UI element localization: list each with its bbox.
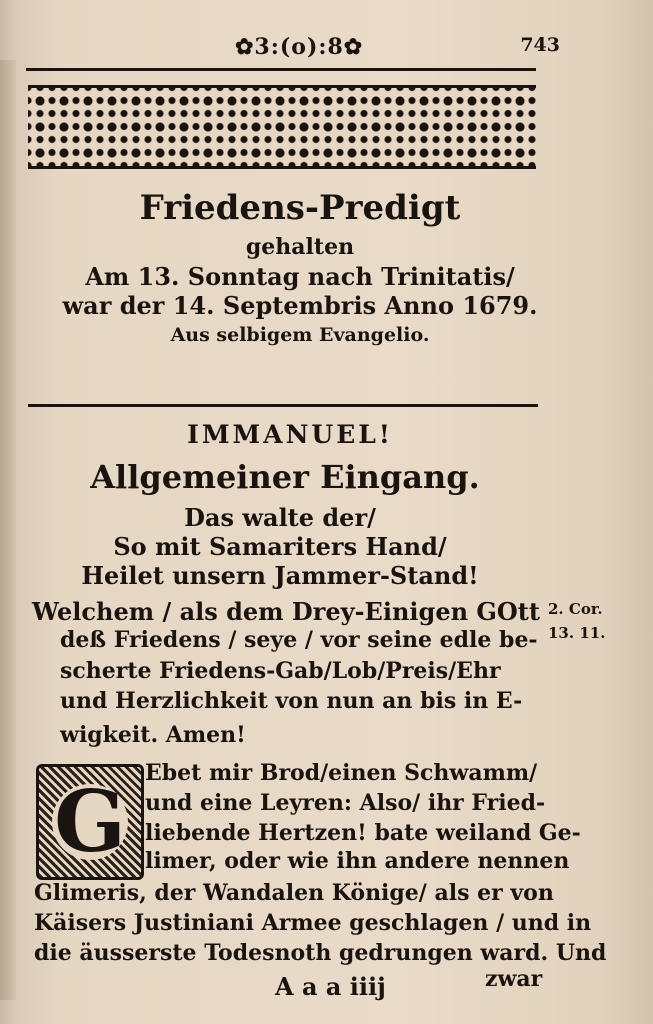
verse-line: Heilet unsern Jammer-Stand! <box>81 561 479 590</box>
body-line: limer, oder wie ihn andere nennen <box>145 848 570 874</box>
title-line-gehalten: gehalten <box>245 234 355 260</box>
paragraph-line: Welchem / als dem Drey-Einigen GOtt <box>32 597 540 626</box>
paragraph-line: und Herzlichkeit von nun an bis in E- <box>60 688 523 714</box>
body-line: und eine Leyren: Also/ ihr Fried- <box>145 790 546 816</box>
signature-mark: A a a iiij <box>275 972 386 1001</box>
initial-letter: G <box>52 784 128 860</box>
header-rule <box>26 68 536 71</box>
section-heading: Allgemeiner Eingang. <box>90 458 480 496</box>
decorated-initial <box>36 764 144 880</box>
sermon-title: Friedens-Predigt <box>139 188 461 228</box>
title-line-sunday: Am 13. Sonntag nach Trinitatis/ <box>85 262 515 291</box>
title-block <box>0 188 600 346</box>
margin-reference: 13. 11. <box>548 624 606 642</box>
verse-line: So mit Samariters Hand/ <box>113 532 447 561</box>
immanuel-heading: IMMANUEL! <box>187 420 393 449</box>
title-line-gospel: Aus selbigem Evangelio. <box>170 324 430 346</box>
verse-line: Das walte der/ <box>184 503 376 532</box>
margin-reference: 2. Cor. <box>548 600 603 618</box>
paragraph-line: wigkeit. Amen! <box>60 722 246 748</box>
body-line: Ebet mir Brod/einen Schwamm/ <box>145 760 538 786</box>
paragraph-line: deß Friedens / seye / vor seine edle be- <box>60 627 538 653</box>
page-number: 743 <box>520 34 560 56</box>
header-ornament: ✿3:(o):8✿ <box>235 34 364 60</box>
body-line: liebende Hertzen! bate weiland Ge- <box>145 820 581 846</box>
body-line: Glimeris, der Wandalen Könige/ als er von <box>34 880 554 906</box>
section-rule <box>28 404 538 407</box>
title-line-date: war der 14. Septembris Anno 1679. <box>62 291 538 320</box>
paragraph-line: scherte Friedens-Gab/Lob/Preis/Ehr <box>60 658 501 684</box>
body-line: die äusserste Todesnoth gedrungen ward. Und <box>34 940 607 966</box>
catchword: zwar <box>485 966 543 992</box>
body-line: Käisers Justiniani Armee geschlagen / und in <box>34 910 592 936</box>
ornamental-band <box>28 85 536 169</box>
running-header <box>30 34 570 62</box>
